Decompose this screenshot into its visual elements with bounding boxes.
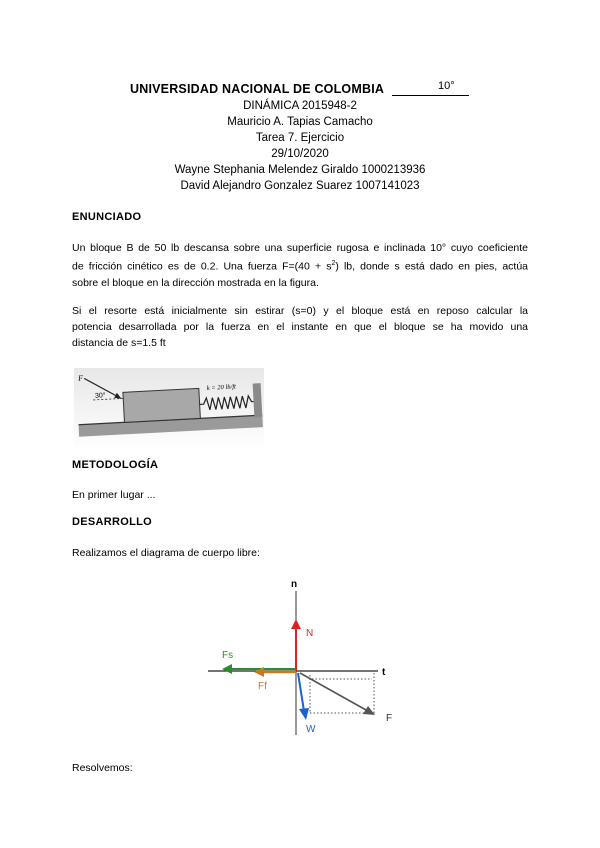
n-label: N xyxy=(306,628,314,639)
problem-figure xyxy=(74,362,264,454)
grade-label: 10° xyxy=(438,80,455,92)
p2-line-1: Si el resorte está inicialmente sin estirar (s=0) y el bloque está en reposo calcular la xyxy=(72,305,528,317)
resolvemos-text: Resolvemos: xyxy=(72,762,133,774)
p1-line-3: sobre el bloque en la dirección mostrada en la figura. xyxy=(72,276,319,289)
p1-line-2a: de fricción cinético es de 0.2. Una fuerza F=(40 + s xyxy=(72,260,332,273)
fs-arrowhead xyxy=(222,664,232,674)
p2-line-3: distancia de s=1.5 ft xyxy=(72,337,166,349)
enunciado-paragraph-2 xyxy=(72,303,528,351)
p1-line-2b: ) lb, donde s está dado en pies, actúa xyxy=(335,260,529,273)
assignment-line: Tarea 7. Ejercicio xyxy=(255,132,345,144)
enunciado-paragraph-1 xyxy=(72,240,528,291)
metodologia-text: En primer lugar ... xyxy=(72,489,156,501)
n-arrowhead xyxy=(291,619,301,629)
spring-label: k = 20 lb/ft xyxy=(206,383,237,392)
p1-superscript: 2 xyxy=(331,260,336,267)
title-underline xyxy=(392,95,469,96)
ff-label: Ff xyxy=(258,681,267,692)
date-line: 29/10/2020 xyxy=(271,148,329,160)
desarrollo-heading: DESARROLLO xyxy=(72,516,152,528)
p2-line-2: potencia desarrollada por la fuerza en el instante en que el bloque se ha movido una xyxy=(72,321,528,333)
force-label: F xyxy=(77,373,84,383)
f-arrowhead xyxy=(363,706,375,715)
course-line: DINÁMICA 2015948-2 xyxy=(243,100,357,112)
desarrollo-text: Realizamos el diagrama de cuerpo libre: xyxy=(72,547,260,559)
w-arrowhead xyxy=(299,708,309,720)
metodologia-heading: METODOLOGÍA xyxy=(72,459,159,471)
w-vector xyxy=(298,673,304,711)
student1-line: Wayne Stephania Melendez Giraldo 1000213936 xyxy=(174,164,426,176)
student2-line: David Alejandro Gonzalez Suarez 1007141023 xyxy=(180,180,420,192)
university-title: UNIVERSIDAD NACIONAL DE COLOMBIA xyxy=(130,82,385,96)
p1-line-1: Un bloque B de 50 lb descansa sobre una superficie rugosa e inclinada 10° cuyo coeficiente xyxy=(72,242,528,254)
free-body-diagram xyxy=(200,575,410,745)
w-label: W xyxy=(306,724,316,735)
p1-line-2 xyxy=(72,256,528,275)
teacher-line: Mauricio A. Tapias Camacho xyxy=(227,116,373,128)
n-axis-label: n xyxy=(291,579,298,590)
angle-label: 30° xyxy=(94,392,106,400)
fs-label: Fs xyxy=(222,650,234,661)
enunciado-heading: ENUNCIADO xyxy=(72,211,142,223)
block xyxy=(123,388,200,422)
t-axis-label: t xyxy=(382,667,386,678)
f-label: F xyxy=(386,713,393,724)
